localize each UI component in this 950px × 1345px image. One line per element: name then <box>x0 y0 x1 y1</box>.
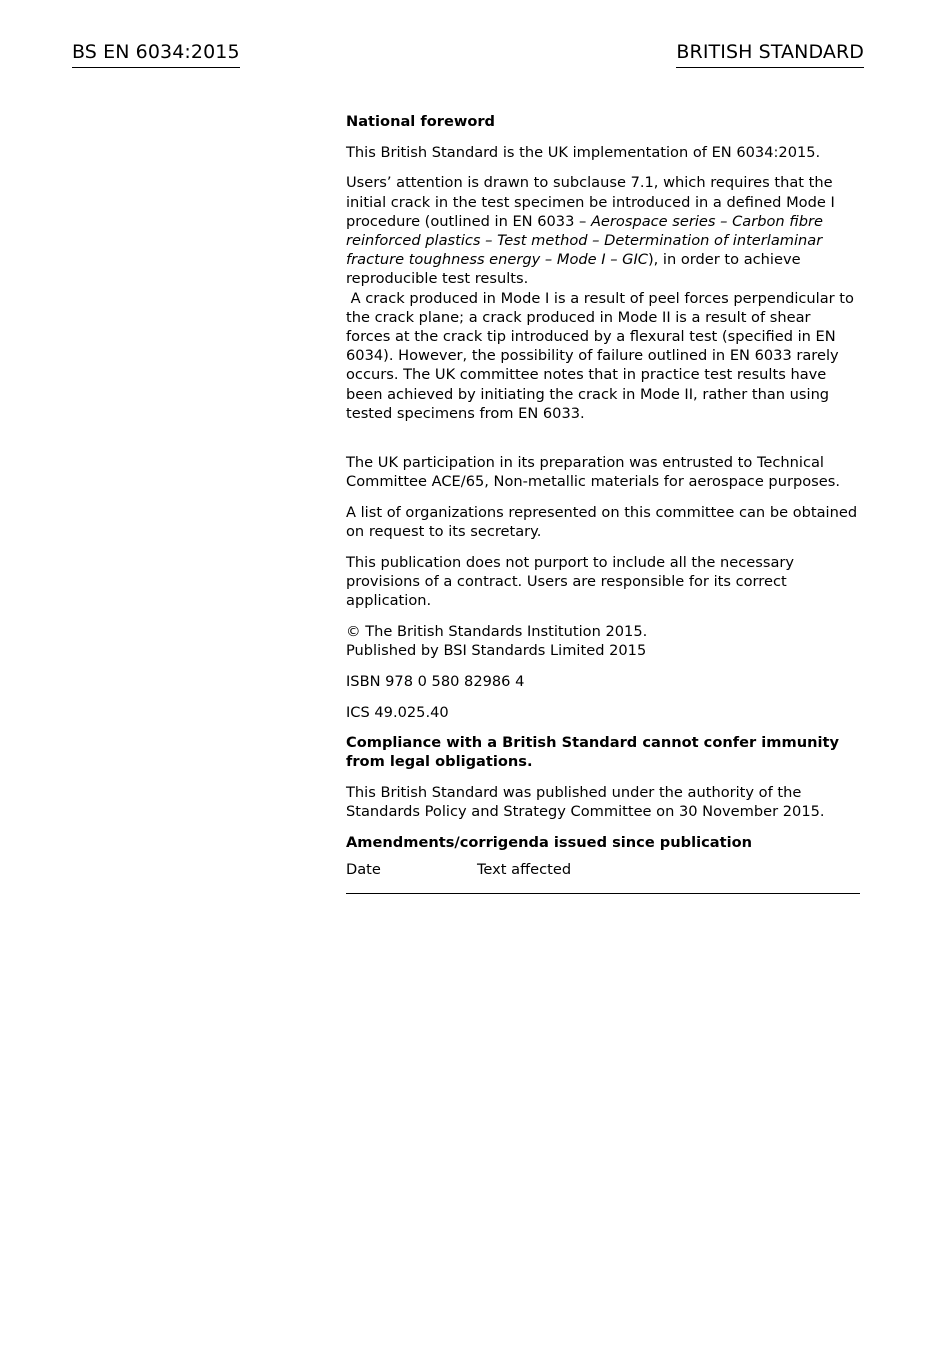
authority-paragraph: This British Standard was published under the authority of the Standards Policy and Strategy Committee on 30 November 2015. <box>346 784 825 821</box>
document-id-header: BS EN 6034:2015 <box>72 40 240 68</box>
publisher-line: Published by BSI Standards Limited 2015 <box>346 642 647 660</box>
isbn-line: ISBN 978 0 580 82986 4 <box>346 672 525 690</box>
date-column-header: Date <box>346 860 381 878</box>
paragraph-gap <box>346 423 858 442</box>
compliance-statement: Compliance with a British Standard cannot confer immunity from legal obligations. <box>346 734 839 771</box>
implementation-paragraph: This British Standard is the UK implementation of EN 6034:2015. <box>346 143 821 161</box>
contract-paragraph: This publication does not purport to include all the necessary provisions of a contract. Users are responsible for its correct application. <box>346 553 795 610</box>
referenced-standard-title: Aerospace series – Carbon fibre reinforced plastics – Test method – Determination of interlaminar fracture toughness energy – Mode I – GIC <box>346 212 823 269</box>
attention-text-b: ), in order to achieve reproducible test results. <box>346 251 801 288</box>
attention-paragraph <box>346 173 858 423</box>
standard-type-header: BRITISH STANDARD <box>676 40 864 68</box>
crack-mode-text: A crack produced in Mode I is a result of peel forces perpendicular to the crack plane; a crack produced in Mode II is a result of shear forces at the crack tip introduced by a flexural test (specified in EN 6034). However, the possibility of failure outlined in EN 6033 rarely occurs. The UK committee notes that in practice test results have been achieved by initiating the crack in Mode II, rather than using tested specimens from EN 6033. <box>346 289 859 422</box>
copyright-line: © The British Standards Institution 2015. <box>346 622 648 640</box>
participation-paragraph: The UK participation in its preparation was entrusted to Technical Committee ACE/65, Non-metallic materials for aerospace purposes. <box>346 454 840 491</box>
national-foreword-section <box>346 112 858 894</box>
attention-text-a: Users’ attention is drawn to subclause 7.1, which requires that the initial crack in the test specimen be introduced in a defined Mode I procedure (outlined in EN 6033 – <box>346 174 835 230</box>
copyright-paragraph <box>346 622 858 660</box>
organizations-paragraph: A list of organizations represented on this committee can be obtained on request to its secretary. <box>346 503 858 541</box>
ics-line: ICS 49.025.40 <box>346 703 449 721</box>
amendments-table-rule <box>346 893 860 894</box>
section-title: National foreword <box>346 113 496 130</box>
amendments-title: Amendments/corrigenda issued since publication <box>346 834 752 852</box>
amendments-table-header <box>346 860 858 879</box>
text-affected-column-header: Text affected <box>477 860 572 878</box>
